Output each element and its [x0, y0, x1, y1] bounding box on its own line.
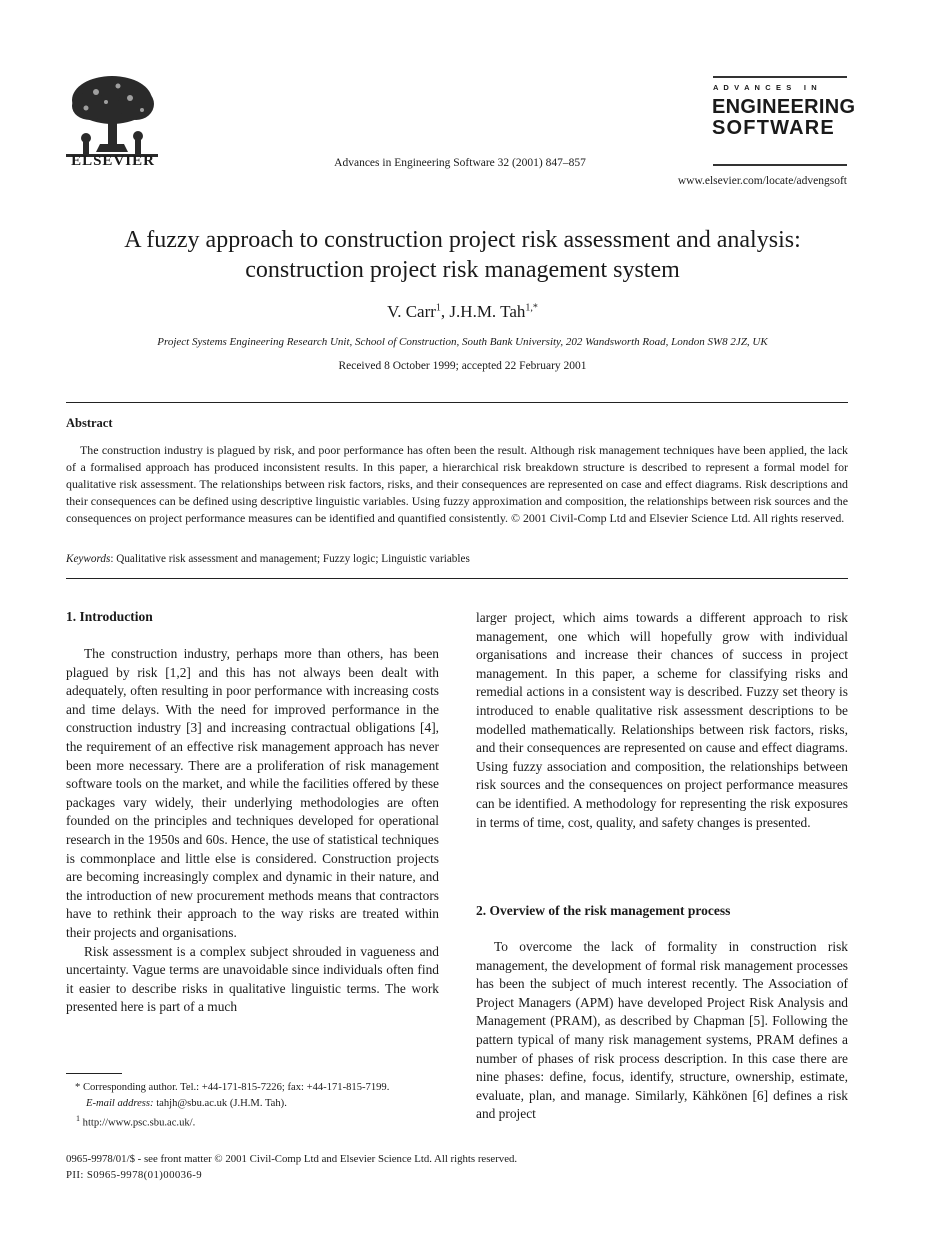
section-2-heading: 2. Overview of the risk management process	[476, 903, 731, 918]
footnotes	[66, 1080, 439, 1131]
affiliation: Project Systems Engineering Research Unit, School of Construction, South Bank University, 202 Wandsworth Road, London SW8 2JZ, UK	[157, 336, 768, 348]
footnote-email	[66, 1096, 439, 1112]
intro-paragraph-2: Risk assessment is a complex subject shrouded in vagueness and uncertainty. Vague terms are unavoidable since individuals often find it easier to describe risks in qualitative linguistic terms. The work presented here is part of a much	[66, 943, 439, 1015]
author-separator: ,	[440, 302, 450, 321]
received-dates: Received 8 October 1999; accepted 22 February 2001	[338, 360, 587, 372]
keywords-label: Keywords	[66, 553, 111, 565]
abstract-rule-top	[66, 402, 848, 403]
footnote-rule	[66, 1073, 122, 1074]
section-1-heading: 1. Introduction	[66, 609, 153, 624]
journal-logo-advances: A D V A N C E S I N	[713, 83, 819, 92]
journal-reference: Advances in Engineering Software 32 (2001) 847–857	[334, 157, 586, 169]
footer-pii: PII: S0965-9978(01)00036-9	[66, 1169, 203, 1181]
title-line-1: A fuzzy approach to construction project risk assessment and analysis:	[124, 227, 801, 253]
footnote-1	[66, 1111, 439, 1131]
journal-url[interactable]: www.elsevier.com/locate/advengsoft	[677, 175, 847, 187]
abstract-rule-bottom	[66, 578, 848, 579]
journal-logo-engineering: ENGINEERING	[712, 96, 856, 118]
title-line-2: construction project risk management system	[245, 257, 680, 283]
publisher-name: ELSEVIER	[71, 153, 155, 169]
keywords-list: : Qualitative risk assessment and management; Fuzzy logic; Linguistic variables	[110, 553, 470, 565]
right-column-intro-continuation: larger project, which aims towards a different approach to risk management, one which will hopefully grow with individual organisations and increase their chances of success in project management. In this paper, a scheme for classifying risks and remedial actions in a consistent way is described. Fuzzy set theory is introduced to enable qualitative risk assessment descriptions to be modelled mathematically. Relationships between risk factors, risks, and their consequences are represented on cause and effect diagrams. Using fuzzy association and composition, the relationships between risk sources and the consequences on project performance measures can be identified. A methodology for representing the risk exposures in terms of time, cost, quality, and safety changes is presented.	[476, 610, 848, 830]
footnote-email-value[interactable]: tahjh@sbu.ac.uk (J.H.M. Tah).	[153, 1097, 287, 1109]
elsevier-tree-icon	[66, 72, 158, 160]
journal-logo-software: SOFTWARE	[712, 117, 835, 139]
abstract-heading: Abstract	[66, 416, 113, 430]
author-carr-affiliation-mark: 1	[435, 302, 441, 314]
author-carr: V. Carr	[387, 302, 436, 321]
journal-logo-rule-top	[713, 76, 847, 78]
section-2-paragraph-1: To overcome the lack of formality in construction risk management, the development of formal risk management processes has been the subject of much interest recently. The Association of Project Managers (APM) have developed Project Risk Analysis and Management (PRAM), as described by Chapman [5]. Following the pattern typical of many risk management systems, PRAM defines a number of phases of risk process description. In this case there are nine phases: define, focus, identify, structure, ownership, estimate, evaluate, plan, and manage. Similarly, Kähkönen [6] defines a risk and project	[476, 939, 848, 1122]
footnote-corresponding-author: * Corresponding author. Tel.: +44-171-815-7226; fax: +44-171-815-7199.	[75, 1082, 390, 1093]
author-tah: J.H.M. Tah	[449, 302, 526, 321]
paper-title	[40, 225, 885, 285]
author-list	[200, 302, 725, 322]
keywords	[66, 553, 848, 565]
author-tah-affiliation-mark: 1,*	[525, 302, 538, 314]
abstract-text: The construction industry is plagued by risk, and poor performance has often been the result. Although risk management techniques have been applied, the lack of a formalised approach has produced inconsistent results. In this paper, a hierarchical risk breakdown structure is described to represent a formal model for qualitative risk assessment. The relationships between risk factors, risks, and their consequences are represented on case and effect diagrams. Risk descriptions and their consequences can be defined using descriptive linguistic variables. Using fuzzy approximation and composition, the relationships between risk sources and the consequences on project performance measures can be identified and quantified consistently. © 2001 Civil-Comp Ltd and Elsevier Science Ltd. All rights reserved.	[66, 443, 848, 525]
footnote-1-mark: 1	[76, 1114, 80, 1123]
intro-paragraph-1: The construction industry, perhaps more than others, has been plagued by risk [1,2] and this has not always been dealt with adequately, often resulting in poor performance with increasing costs and time delays. With the need for improved performance in the construction industry [3] and increasing contractual obligations [4], the requirement of an effective risk management approach has never been more necessary. There are a proliferation of risk management software tools on the market, and while the facilities offered by these packages vary widely, their underlying methodologies are often founded on the principles and techniques developed for operational research in the 1950s and 60s. Hence, the use of statistical techniques is commonplace and little else is considered. Construction projects are becoming increasingly complex and dynamic in their nature, and the introduction of new procurement methods means that contractors have to rethink their approach to the way risks are treated within their projects and organisations.	[66, 646, 439, 940]
footnote-email-label: E-mail address:	[86, 1097, 154, 1109]
journal-logo-rule-bottom	[713, 164, 847, 166]
footer-copyright: 0965-9978/01/$ - see front matter © 2001 Civil-Comp Ltd and Elsevier Science Ltd. All rights reserved.	[66, 1153, 518, 1165]
elsevier-logo	[66, 72, 158, 160]
footnote-1-url[interactable]: http://www.psc.sbu.ac.uk/.	[82, 1117, 196, 1129]
left-column	[66, 645, 439, 1017]
